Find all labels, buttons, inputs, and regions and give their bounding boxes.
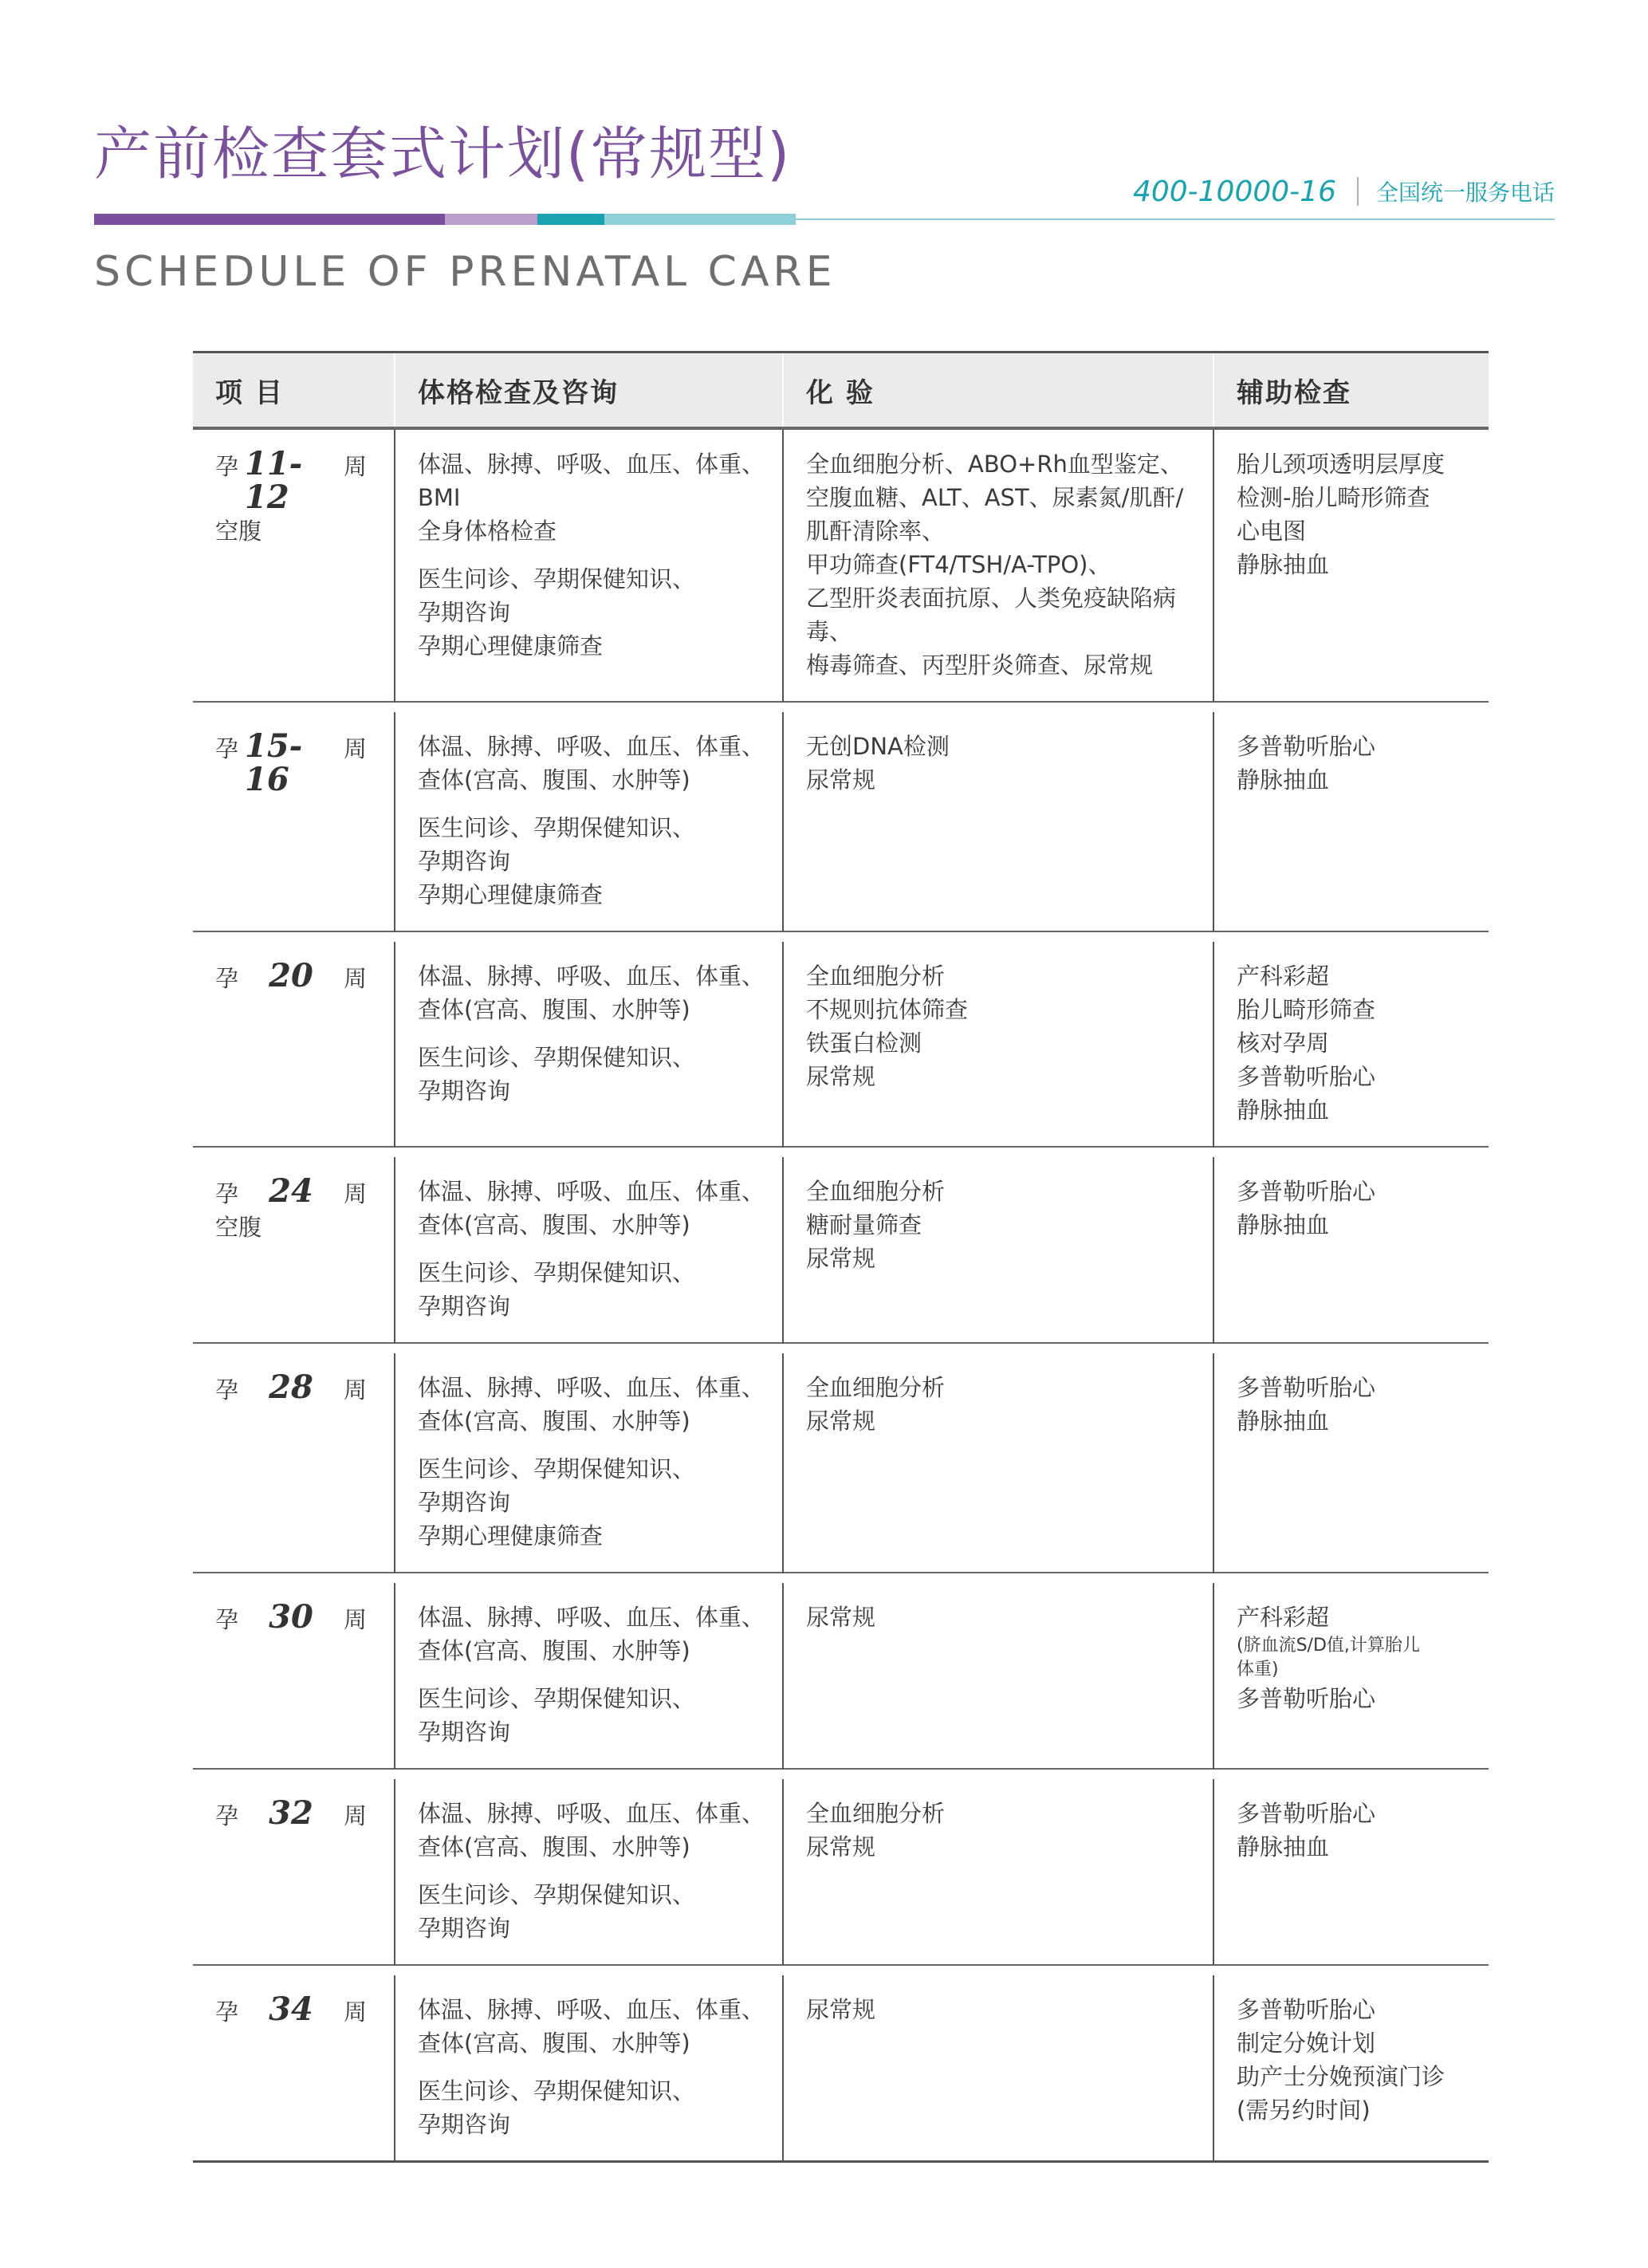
week-number: 34 xyxy=(269,1990,313,2028)
auxiliary-exam-cell xyxy=(1213,1975,1489,2162)
lab-test-cell xyxy=(783,428,1213,702)
exam-line: 体温、脉搏、呼吸、血压、体重、BMI xyxy=(418,451,765,511)
lab-line: 空腹血糖、ALT、AST、尿素氮/肌酐/ xyxy=(806,484,1184,511)
row-separator xyxy=(193,702,1489,712)
exam-line: 查体(宫高、腹围、水肿等) xyxy=(418,1637,690,1664)
row-separator xyxy=(193,1343,1489,1353)
week-label xyxy=(215,1990,367,2029)
exam-line: 体温、脉搏、呼吸、血压、体重、 xyxy=(418,963,765,990)
table-row xyxy=(193,1975,1489,2162)
lab-line: 乙型肝炎表面抗原、人类免疫缺陷病毒、 xyxy=(806,585,1177,645)
consult-line: 孕期心理健康筛查 xyxy=(418,632,604,660)
row-separator xyxy=(193,1769,1489,1779)
row-separator xyxy=(193,1965,1489,1975)
separator-cell xyxy=(783,1147,1213,1157)
table-row xyxy=(193,1779,1489,1965)
aux-line: 多普勒听胎心 xyxy=(1237,1800,1376,1827)
consult-line: 孕期咨询 xyxy=(418,1719,511,1746)
separator-cell xyxy=(1213,1147,1489,1157)
consult-line: 孕期咨询 xyxy=(418,2111,511,2138)
separator-cell xyxy=(783,702,1213,712)
exam-line: 体温、脉搏、呼吸、血压、体重、 xyxy=(418,1996,765,2023)
separator-cell xyxy=(395,1147,783,1157)
physical-exam-cell xyxy=(395,712,783,931)
aux-line: 静脉抽血 xyxy=(1237,1408,1330,1435)
exam-line: 查体(宫高、腹围、水肿等) xyxy=(418,1408,690,1435)
week-label xyxy=(215,1368,367,1407)
page-subtitle: SCHEDULE OF PRENATAL CARE xyxy=(94,248,836,296)
cell-gap xyxy=(418,2060,782,2074)
week-prefix: 孕 xyxy=(215,1376,239,1404)
row-separator xyxy=(193,1573,1489,1583)
hotline xyxy=(1036,167,1555,215)
accent-bar-light-teal xyxy=(604,214,796,225)
week-cell xyxy=(193,1583,395,1769)
lab-line: 全血细胞分析 xyxy=(806,963,946,990)
aux-line: 产科彩超 xyxy=(1237,1604,1330,1631)
week-number: 20 xyxy=(269,957,313,994)
lab-line: 肌酐清除率、 xyxy=(806,518,946,545)
cell-gap xyxy=(418,1026,782,1041)
lab-line: 尿常规 xyxy=(806,766,876,793)
exam-line: 体温、脉搏、呼吸、血压、体重、 xyxy=(418,733,765,760)
separator-cell xyxy=(193,702,395,712)
header-physical-exam: 体格检查及咨询 xyxy=(395,352,783,429)
cell-gap xyxy=(418,1438,782,1452)
consult-line: 医生问诊、孕期保健知识、 xyxy=(418,814,696,841)
separator-cell xyxy=(395,1965,783,1975)
lab-line: 尿常规 xyxy=(806,1604,876,1631)
consult-line: 孕期咨询 xyxy=(418,599,511,626)
separator-cell xyxy=(1213,702,1489,712)
header-lab-tests: 化 验 xyxy=(783,352,1213,429)
week-prefix: 孕 xyxy=(215,1606,239,1633)
exam-line: 查体(宫高、腹围、水肿等) xyxy=(418,1211,690,1238)
exam-line: 查体(宫高、腹围、水肿等) xyxy=(418,2030,690,2057)
week-suffix: 周 xyxy=(343,1606,367,1633)
lab-line: 尿常规 xyxy=(806,1063,876,1090)
lab-line: 糖耐量筛查 xyxy=(806,1211,922,1238)
consult-line: 孕期咨询 xyxy=(418,1489,511,1516)
lab-line: 甲功筛查(FT4/TSH/A-TPO)、 xyxy=(806,551,1111,578)
consult-line: 孕期咨询 xyxy=(418,1915,511,1942)
lab-line: 全血细胞分析 xyxy=(806,1800,946,1827)
accent-bar-lavender xyxy=(445,214,537,225)
aux-line: 助产士分娩预演门诊 xyxy=(1237,2063,1445,2090)
separator-cell xyxy=(193,1769,395,1779)
lab-test-cell xyxy=(783,712,1213,931)
week-number: 24 xyxy=(269,1172,313,1210)
aux-line: 静脉抽血 xyxy=(1237,1097,1330,1124)
separator-cell xyxy=(783,1769,1213,1779)
exam-line: 体温、脉搏、呼吸、血压、体重、 xyxy=(418,1604,765,1631)
week-cell xyxy=(193,1157,395,1343)
exam-line: 体温、脉搏、呼吸、血压、体重、 xyxy=(418,1178,765,1205)
physical-exam-cell xyxy=(395,1353,783,1573)
physical-exam-cell xyxy=(395,942,783,1147)
auxiliary-exam-cell xyxy=(1213,942,1489,1147)
lab-line: 尿常规 xyxy=(806,1408,876,1435)
aux-line: 静脉抽血 xyxy=(1237,1833,1330,1860)
separator-cell xyxy=(783,1343,1213,1353)
separator-cell xyxy=(1213,931,1489,942)
week-number: 28 xyxy=(269,1368,313,1406)
separator-cell xyxy=(783,1965,1213,1975)
week-suffix: 周 xyxy=(343,1802,367,1829)
week-suffix: 周 xyxy=(343,453,367,480)
cell-gap xyxy=(418,797,782,811)
hotline-number[interactable]: 400-10000-16 xyxy=(1132,175,1336,208)
prenatal-schedule-table xyxy=(193,351,1489,2163)
consult-line: 医生问诊、孕期保健知识、 xyxy=(418,1455,696,1482)
exam-line: 全身体格检查 xyxy=(418,518,557,545)
lab-line: 不规则抗体筛查 xyxy=(806,996,969,1023)
week-cell xyxy=(193,1975,395,2162)
aux-line: 胎儿颈项透明层厚度 xyxy=(1237,451,1445,478)
lab-line: 全血细胞分析 xyxy=(806,1178,946,1205)
lab-line: 尿常规 xyxy=(806,1996,876,2023)
auxiliary-exam-cell xyxy=(1213,1779,1489,1965)
consult-line: 医生问诊、孕期保健知识、 xyxy=(418,1044,696,1071)
auxiliary-exam-cell xyxy=(1213,1157,1489,1343)
consult-line: 孕期咨询 xyxy=(418,848,511,875)
separator-cell xyxy=(1213,1573,1489,1583)
lab-line: 梅毒筛查、丙型肝炎筛查、尿常规 xyxy=(806,652,1154,679)
aux-line: 静脉抽血 xyxy=(1237,766,1330,793)
exam-line: 查体(宫高、腹围、水肿等) xyxy=(418,766,690,793)
separator-cell xyxy=(193,1965,395,1975)
aux-line: 检测-胎儿畸形筛查 xyxy=(1237,484,1430,511)
separator-cell xyxy=(395,702,783,712)
lab-test-cell xyxy=(783,1975,1213,2162)
lab-test-cell xyxy=(783,1583,1213,1769)
table-row xyxy=(193,428,1489,702)
cell-gap xyxy=(418,548,782,562)
week-prefix: 孕 xyxy=(215,1180,239,1207)
aux-line: 体重) xyxy=(1237,1660,1279,1679)
week-prefix: 孕 xyxy=(215,453,239,480)
table-row xyxy=(193,1157,1489,1343)
fasting-note: 空腹 xyxy=(215,1214,262,1241)
week-label xyxy=(215,447,367,514)
aux-line: 静脉抽血 xyxy=(1237,1211,1330,1238)
week-suffix: 周 xyxy=(343,1376,367,1404)
week-cell xyxy=(193,1779,395,1965)
aux-line: 产科彩超 xyxy=(1237,963,1330,990)
week-cell xyxy=(193,428,395,702)
week-cell xyxy=(193,1353,395,1573)
accent-bar-purple xyxy=(94,214,445,225)
lab-line: 全血细胞分析 xyxy=(806,1374,946,1401)
physical-exam-cell xyxy=(395,1583,783,1769)
aux-line: 多普勒听胎心 xyxy=(1237,1063,1376,1090)
fasting-note: 空腹 xyxy=(215,518,262,545)
week-prefix: 孕 xyxy=(215,965,239,992)
physical-exam-cell xyxy=(395,428,783,702)
separator-cell xyxy=(193,1573,395,1583)
aux-line: 多普勒听胎心 xyxy=(1237,733,1376,760)
lab-line: 尿常规 xyxy=(806,1833,876,1860)
week-prefix: 孕 xyxy=(215,735,239,762)
consult-line: 孕期心理健康筛查 xyxy=(418,1522,604,1549)
auxiliary-exam-cell xyxy=(1213,428,1489,702)
lab-line: 尿常规 xyxy=(806,1245,876,1272)
hotline-divider xyxy=(1357,177,1359,206)
auxiliary-exam-cell xyxy=(1213,1583,1489,1769)
aux-line: 多普勒听胎心 xyxy=(1237,1178,1376,1205)
week-suffix: 周 xyxy=(343,1180,367,1207)
lab-test-cell xyxy=(783,1779,1213,1965)
physical-exam-cell xyxy=(395,1975,783,2162)
cell-gap xyxy=(418,1864,782,1878)
aux-line: 多普勒听胎心 xyxy=(1237,1996,1376,2023)
week-number: 30 xyxy=(269,1598,313,1636)
week-prefix: 孕 xyxy=(215,1998,239,2026)
aux-line: 多普勒听胎心 xyxy=(1237,1374,1376,1401)
row-separator xyxy=(193,1147,1489,1157)
auxiliary-exam-cell xyxy=(1213,712,1489,931)
header-item: 项 目 xyxy=(193,352,395,429)
aux-line: 胎儿畸形筛查 xyxy=(1237,996,1376,1023)
row-separator xyxy=(193,931,1489,942)
aux-line: 多普勒听胎心 xyxy=(1237,1685,1376,1712)
week-label xyxy=(215,1172,367,1211)
separator-cell xyxy=(193,1343,395,1353)
separator-cell xyxy=(193,1147,395,1157)
exam-line: 查体(宫高、腹围、水肿等) xyxy=(418,1833,690,1860)
week-suffix: 周 xyxy=(343,1998,367,2026)
week-number: 15-16 xyxy=(245,727,303,798)
separator-cell xyxy=(395,1769,783,1779)
exam-line: 体温、脉搏、呼吸、血压、体重、 xyxy=(418,1800,765,1827)
week-label xyxy=(215,727,367,798)
consult-line: 医生问诊、孕期保健知识、 xyxy=(418,1881,696,1908)
week-suffix: 周 xyxy=(343,965,367,992)
aux-line: (脐血流S/D值,计算胎儿 xyxy=(1237,1636,1420,1656)
week-suffix: 周 xyxy=(343,735,367,762)
separator-cell xyxy=(395,931,783,942)
aux-line: 制定分娩计划 xyxy=(1237,2030,1376,2057)
week-label xyxy=(215,1598,367,1636)
consult-line: 医生问诊、孕期保健知识、 xyxy=(418,1259,696,1286)
separator-cell xyxy=(783,1573,1213,1583)
aux-line: 核对孕周 xyxy=(1237,1030,1330,1057)
separator-cell xyxy=(1213,1769,1489,1779)
separator-cell xyxy=(395,1343,783,1353)
separator-cell xyxy=(1213,1343,1489,1353)
aux-line: 静脉抽血 xyxy=(1237,551,1330,578)
exam-line: 查体(宫高、腹围、水肿等) xyxy=(418,996,690,1023)
week-prefix: 孕 xyxy=(215,1802,239,1829)
week-number: 11-12 xyxy=(245,445,303,516)
aux-line: (需另约时间) xyxy=(1237,2097,1371,2124)
header-auxiliary-exam: 辅助检查 xyxy=(1213,352,1489,429)
table-row xyxy=(193,1353,1489,1573)
week-label xyxy=(215,1794,367,1833)
table-header-row xyxy=(193,352,1489,429)
table-row xyxy=(193,712,1489,931)
lab-line: 铁蛋白检测 xyxy=(806,1030,922,1057)
week-cell xyxy=(193,942,395,1147)
consult-line: 医生问诊、孕期保健知识、 xyxy=(418,2077,696,2105)
lab-test-cell xyxy=(783,1157,1213,1343)
separator-cell xyxy=(193,931,395,942)
lab-test-cell xyxy=(783,1353,1213,1573)
separator-cell xyxy=(395,1573,783,1583)
lab-line: 全血细胞分析、ABO+Rh血型鉴定、 xyxy=(806,451,1183,478)
week-label xyxy=(215,959,367,995)
exam-line: 体温、脉搏、呼吸、血压、体重、 xyxy=(418,1374,765,1401)
physical-exam-cell xyxy=(395,1779,783,1965)
auxiliary-exam-cell xyxy=(1213,1353,1489,1573)
table-body xyxy=(193,428,1489,2162)
cell-gap xyxy=(418,1668,782,1682)
week-number: 32 xyxy=(269,1794,313,1832)
physical-exam-cell xyxy=(395,1157,783,1343)
consult-line: 孕期心理健康筛查 xyxy=(418,881,604,908)
lab-test-cell xyxy=(783,942,1213,1147)
consult-line: 医生问诊、孕期保健知识、 xyxy=(418,565,696,593)
lab-line: 无创DNA检测 xyxy=(806,733,950,760)
separator-cell xyxy=(783,931,1213,942)
table-row xyxy=(193,942,1489,1147)
page-title: 产前检查套式计划(常规型) xyxy=(94,120,792,187)
hotline-label: 全国统一服务电话 xyxy=(1375,179,1555,206)
table-row xyxy=(193,1583,1489,1769)
aux-line: 心电图 xyxy=(1237,518,1307,545)
consult-line: 孕期咨询 xyxy=(418,1293,511,1320)
consult-line: 孕期咨询 xyxy=(418,1077,511,1104)
cell-gap xyxy=(418,1242,782,1256)
week-cell xyxy=(193,712,395,931)
separator-cell xyxy=(1213,1965,1489,1975)
accent-bar-teal xyxy=(537,214,604,225)
consult-line: 医生问诊、孕期保健知识、 xyxy=(418,1685,696,1712)
